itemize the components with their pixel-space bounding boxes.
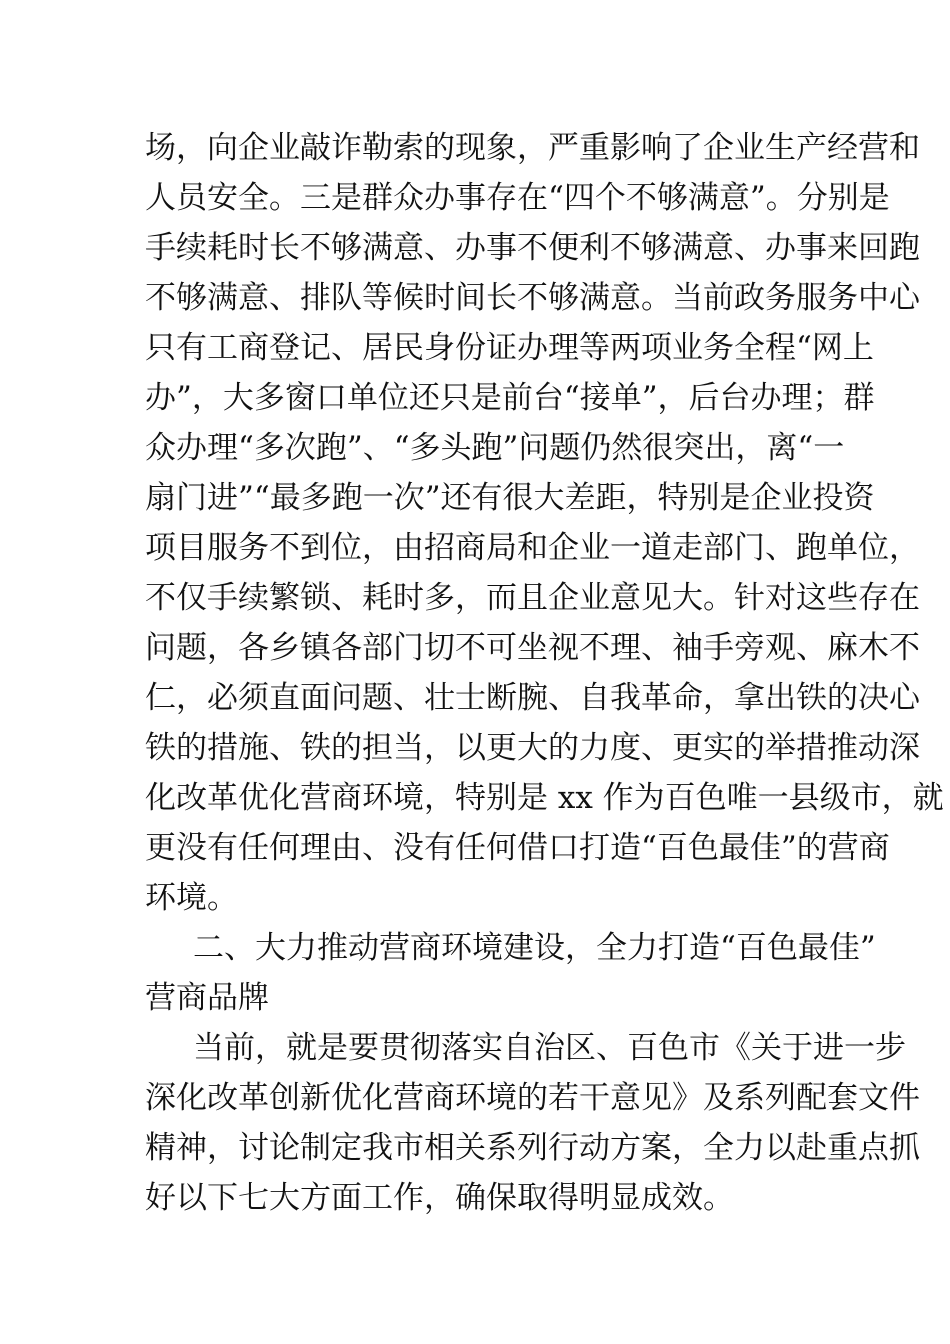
text-line: 只有工商登记、居民身份证办理等两项业务全程“网上	[145, 330, 874, 366]
section-heading-line: 二、大力推动营商环境建设，全力打造“百色最佳”	[193, 930, 876, 966]
text-line: 场，向企业敲诈勒索的现象，严重影响了企业生产经营和	[145, 130, 920, 166]
text-line: 铁的措施、铁的担当，以更大的力度、更实的举措推动深	[145, 730, 920, 766]
text-line: 好以下七大方面工作，确保取得明显成效。	[145, 1180, 734, 1216]
text-line: 不仅手续繁锁、耗时多，而且企业意见大。针对这些存在	[145, 580, 920, 616]
text-line: 精神，讨论制定我市相关系列行动方案，全力以赴重点抓	[145, 1130, 920, 1166]
text-line: 项目服务不到位，由招商局和企业一道走部门、跑单位，	[145, 530, 920, 566]
text-line: 化改革优化营商环境，特别是 xx 作为百色唯一县级市，就	[145, 780, 944, 816]
text-line: 环境。	[145, 880, 238, 916]
text-line: 问题，各乡镇各部门切不可坐视不理、袖手旁观、麻木不	[145, 630, 920, 666]
text-line: 扇门进”“最多跑一次”还有很大差距，特别是企业投资	[145, 480, 875, 516]
text-line: 办”，大多窗口单位还只是前台“接单”，后台办理；群	[145, 380, 875, 416]
text-line: 众办理“多次跑”、“多头跑”问题仍然很突出，离“一	[145, 430, 845, 466]
text-line: 更没有任何理由、没有任何借口打造“百色最佳”的营商	[145, 830, 890, 866]
text-line: 当前，就是要贯彻落实自治区、百色市《关于进一步	[193, 1030, 906, 1066]
text-line: 仁，必须直面问题、壮士断腕、自我革命，拿出铁的决心	[145, 680, 920, 716]
text-line: 深化改革创新优化营商环境的若干意见》及系列配套文件	[145, 1080, 920, 1116]
text-line: 手续耗时长不够满意、办事不便利不够满意、办事来回跑	[145, 230, 920, 266]
section-heading-line: 营商品牌	[145, 980, 269, 1016]
text-line: 不够满意、排队等候时间长不够满意。当前政务服务中心	[145, 280, 920, 316]
text-line: 人员安全。三是群众办事存在“四个不够满意”。分别是	[145, 180, 890, 216]
